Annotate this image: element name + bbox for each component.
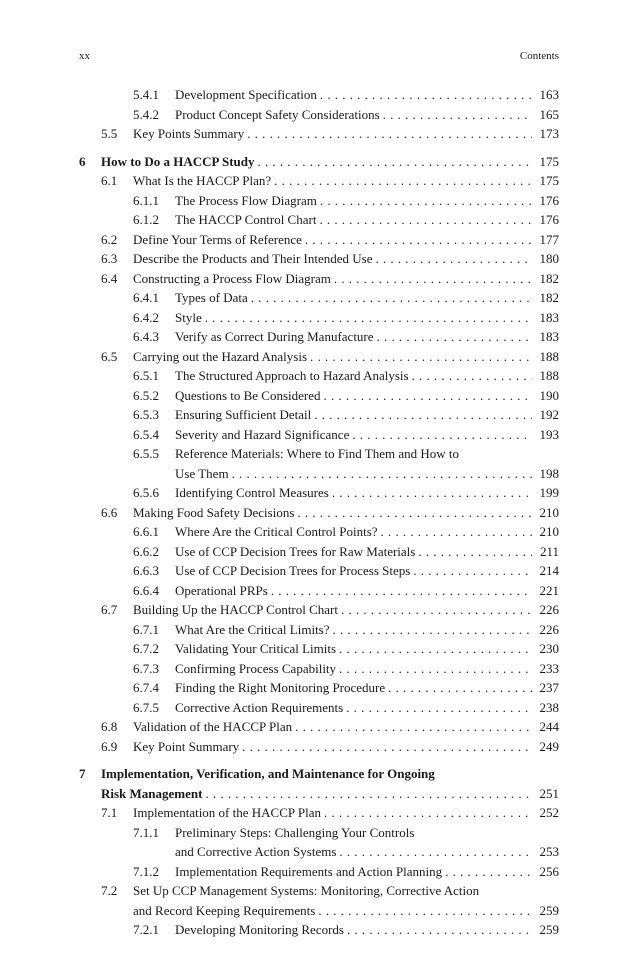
toc-entry[interactable] [79,620,559,640]
toc-entry-title: Set Up CCP Management Systems: Monitoring, Corrective Action [133,883,480,898]
toc-entry-number: 6.6.4 [133,582,159,598]
toc-entry-number: 6.6.2 [133,543,159,559]
toc-entry-page-number: 211 [539,543,559,559]
dot-leader [324,803,532,823]
toc-entry-number: 5.4.1 [133,87,159,102]
toc-entry-title: Severity and Hazard Significance [175,426,350,442]
toc-entry[interactable] [79,105,559,125]
toc-entry-number: 6.5.6 [133,485,159,500]
toc-entry-title: Key Points Summary [133,126,245,141]
toc-entry[interactable] [79,425,559,445]
toc-entry-title: Validating Your Critical Limits [175,641,337,656]
toc-entry-number: 6.7.2 [133,641,159,656]
toc-entry[interactable] [79,308,559,328]
toc-entry-number: 6.5.1 [133,368,159,383]
dot-leader [341,600,532,620]
toc-entry-title: Operational PRPs [175,582,268,598]
toc-entry-title: Confirming Process Capability [175,660,337,676]
toc-entry-title: Style [175,309,202,325]
toc-entry-page-number: 251 [539,785,559,801]
toc-entry-page-number: 188 [539,348,559,364]
toc-entry[interactable] [79,483,559,503]
toc-entry[interactable] [79,522,559,542]
toc-entry[interactable] [79,249,559,269]
toc-entry-page-number: 238 [539,699,559,715]
dot-leader [339,659,532,679]
toc-entry-title: and Corrective Action Systems [175,844,337,859]
toc-entry-number: 6.4 [101,270,118,286]
toc-entry-number: 6.2 [101,231,118,247]
toc-entry-title: The Process Flow Diagram [175,192,317,208]
toc-entry[interactable] [79,542,559,562]
toc-entry-page-number: 256 [539,863,559,879]
dot-leader [339,639,532,659]
toc-entry[interactable] [79,366,559,386]
dot-leader [318,901,532,921]
toc-entry[interactable] [79,327,559,347]
toc-entry-title: Implementation, Verification, and Maintenance for Ongoing [101,766,435,781]
toc-entry[interactable] [79,269,559,289]
toc-entry[interactable] [79,764,559,784]
page-folio: xx [79,50,90,62]
dot-leader [332,483,532,503]
toc-entry-page-number: 214 [539,563,559,578]
toc-entry[interactable] [79,464,559,484]
toc-entry-title: Preliminary Steps: Challenging Your Controls [175,824,415,840]
toc-entry-title: Key Point Summary [133,738,240,754]
dot-leader [310,347,532,367]
toc-entry-title: Implementation Requirements and Action Planning [175,863,443,879]
toc-entry-page-number: 183 [539,309,559,325]
toc-entry-number: 6.6.3 [133,563,159,578]
toc-entry-title: Define Your Terms of Reference [133,231,302,247]
toc-entry[interactable] [79,230,559,250]
toc-entry-page-number: 180 [539,251,559,266]
toc-entry[interactable] [79,152,559,172]
toc-entry-page-number: 175 [539,153,559,169]
dot-leader [381,522,532,542]
toc-entry-page-number: 193 [539,426,559,442]
toc-entry-title: Reference Materials: Where to Find Them and How to [175,446,459,461]
toc-entry-title: The HACCP Control Chart [175,212,317,227]
toc-entry-number: 6 [79,153,86,169]
toc-entry-title: Development Specification [175,87,317,102]
toc-entry-title: What Is the HACCP Plan? [133,173,272,188]
toc-entry-number: 6.5 [101,348,118,364]
dot-leader [388,678,532,698]
toc-entry[interactable] [79,920,559,940]
toc-entry[interactable] [79,561,559,581]
toc-entry-number: 6.1 [101,173,118,188]
toc-entry-page-number: 173 [539,126,559,141]
toc-entry-page-number: 182 [539,290,559,305]
toc-entry-number: 7.2 [101,883,118,898]
toc-entry-page-number: 226 [539,621,559,637]
toc-entry-title: Ensuring Sufficient Detail [175,407,312,422]
toc-entry-page-number: 176 [539,212,559,227]
dot-leader [445,862,532,882]
toc-entry-number: 6.7.4 [133,680,159,695]
toc-entry-page-number: 176 [539,192,559,208]
toc-entry-number: 6.7.3 [133,660,159,676]
toc-entry[interactable] [79,862,559,882]
toc-entry-title: Verify as Correct During Manufacture [175,329,374,344]
toc-entry-title: and Record Keeping Requirements [133,902,316,918]
toc-entry[interactable] [79,678,559,698]
toc-entry-page-number: 182 [539,270,559,286]
dot-leader [320,191,532,211]
page-header [79,50,559,66]
dot-leader [334,269,532,289]
dot-leader [297,503,532,523]
toc-entry-title: Use of CCP Decision Trees for Process Steps [175,563,411,578]
dot-leader [339,842,532,862]
toc-entry[interactable] [79,737,559,757]
toc-entry-number: 6.4.2 [133,309,159,325]
toc-entry-page-number: 253 [539,844,559,859]
toc-entry[interactable] [79,698,559,718]
dot-leader [333,620,532,640]
toc-entry[interactable] [79,386,559,406]
toc-entry[interactable] [79,85,559,105]
dot-leader [242,737,532,757]
toc-entry-page-number: 165 [539,106,559,122]
toc-entry[interactable] [79,803,559,823]
toc-entry[interactable] [79,171,559,191]
dot-leader [295,717,532,737]
toc-entry-title: Identifying Control Measures [175,485,329,500]
toc-entry[interactable] [79,191,559,211]
toc-entry-page-number: 210 [539,504,559,520]
table-of-contents [79,85,559,940]
toc-entry-title: Building Up the HACCP Control Chart [133,602,338,617]
dot-leader [205,784,532,804]
dot-leader [347,920,532,940]
toc-entry-page-number: 163 [539,87,559,102]
toc-entry-number: 6.8 [101,719,118,734]
toc-entry-number: 6.9 [101,738,118,754]
dot-leader [251,288,532,308]
running-title: Contents [519,50,559,62]
toc-entry-number: 6.5.2 [133,387,159,403]
toc-entry-page-number: 175 [539,173,559,188]
toc-entry-page-number: 198 [539,465,559,481]
toc-entry-page-number: 237 [539,680,559,695]
toc-entry-number: 7.1.1 [133,824,159,840]
toc-entry-title: Corrective Action Requirements [175,699,344,715]
toc-entry[interactable] [79,347,559,367]
dot-leader [319,210,532,230]
toc-entry-number: 6.4.3 [133,329,159,344]
toc-entry-number: 6.1.2 [133,212,159,227]
dot-leader [271,581,532,601]
toc-entry-number: 6.6 [101,504,118,520]
toc-entry-page-number: 183 [539,329,559,344]
toc-entry-number: 5.5 [101,126,118,141]
dot-leader [324,386,532,406]
toc-entry-page-number: 226 [539,602,559,617]
toc-entry-number: 6.7.5 [133,699,159,715]
toc-entry-page-number: 244 [539,719,559,734]
toc-entry-page-number: 188 [539,368,559,383]
toc-entry-number: 6.7 [101,602,118,617]
dot-leader [314,405,532,425]
dot-leader [375,249,532,269]
toc-entry-page-number: 233 [539,660,559,676]
toc-entry-title: Finding the Right Monitoring Procedure [175,680,386,695]
toc-entry-title: What Are the Critical Limits? [175,621,330,637]
dot-leader [274,171,532,191]
toc-entry-title: Constructing a Process Flow Diagram [133,270,331,286]
toc-entry-title: How to Do a HACCP Study [101,153,255,169]
toc-entry-title: Use of CCP Decision Trees for Raw Materials [175,543,416,559]
toc-entry-number: 6.1.1 [133,192,159,208]
toc-entry[interactable] [79,581,559,601]
toc-entry[interactable] [79,842,559,862]
toc-entry-title: Questions to Be Considered [175,387,321,403]
toc-entry[interactable] [79,717,559,737]
toc-entry-number: 6.5.4 [133,426,159,442]
toc-entry[interactable] [79,881,559,901]
toc-entry-title: The Structured Approach to Hazard Analysis [175,368,409,383]
toc-entry-page-number: 210 [539,524,559,539]
toc-entry-title: Making Food Safety Decisions [133,504,295,520]
toc-entry[interactable] [79,444,559,464]
dot-leader [418,542,532,562]
dot-leader [377,327,532,347]
toc-entry-number: 6.7.1 [133,621,159,637]
toc-entry-number: 7.2.1 [133,922,159,937]
toc-entry-page-number: 177 [539,231,559,247]
toc-entry-title: Where Are the Critical Control Points? [175,524,378,539]
toc-entry-number: 6.4.1 [133,290,159,305]
toc-entry[interactable] [79,503,559,523]
dot-leader [205,308,532,328]
toc-entry-title: Implementation of the HACCP Plan [133,805,321,820]
toc-entry-title: Use Them [175,465,229,481]
toc-entry[interactable] [79,405,559,425]
toc-entry-number: 6.5.3 [133,407,159,422]
toc-entry[interactable] [79,784,559,804]
toc-entry[interactable] [79,210,559,230]
toc-entry-title: Validation of the HACCP Plan [133,719,293,734]
toc-entry-number: 7 [79,766,86,781]
toc-entry-number: 6.6.1 [133,524,159,539]
dot-leader [412,366,532,386]
toc-entry-number: 6.5.5 [133,446,159,461]
dot-leader [320,85,532,105]
toc-entry[interactable] [79,659,559,679]
dot-leader [258,152,533,172]
toc-entry-number: 5.4.2 [133,106,159,122]
toc-entry-page-number: 230 [539,641,559,656]
dot-leader [247,124,532,144]
toc-entry-number: 6.3 [101,251,118,266]
toc-entry-title: Describe the Products and Their Intended Use [133,251,373,266]
dot-leader [352,425,532,445]
toc-entry-page-number: 192 [539,407,559,422]
toc-entry-page-number: 199 [539,485,559,500]
toc-entry-title: Risk Management [101,785,203,801]
toc-entry-page-number: 221 [539,582,559,598]
toc-entry[interactable] [79,823,559,843]
toc-entry[interactable] [79,901,559,921]
toc-entry-title: Carrying out the Hazard Analysis [133,348,308,364]
toc-entry[interactable] [79,288,559,308]
toc-entry-page-number: 259 [539,922,559,937]
toc-entry-page-number: 249 [539,738,559,754]
dot-leader [383,105,532,125]
toc-entry-title: Product Concept Safety Considerations [175,106,380,122]
toc-entry-title: Developing Monitoring Records [175,922,344,937]
toc-entry[interactable] [79,639,559,659]
dot-leader [346,698,532,718]
dot-leader [305,230,532,250]
toc-entry-page-number: 259 [539,902,559,918]
toc-entry[interactable] [79,600,559,620]
toc-entry-page-number: 252 [539,805,559,820]
toc-entry-title: Types of Data [175,290,248,305]
toc-entry-number: 7.1 [101,805,118,820]
toc-entry-number: 7.1.2 [133,863,159,879]
dot-leader [232,464,532,484]
dot-leader [413,561,532,581]
toc-entry[interactable] [79,124,559,144]
toc-entry-page-number: 190 [539,387,559,403]
